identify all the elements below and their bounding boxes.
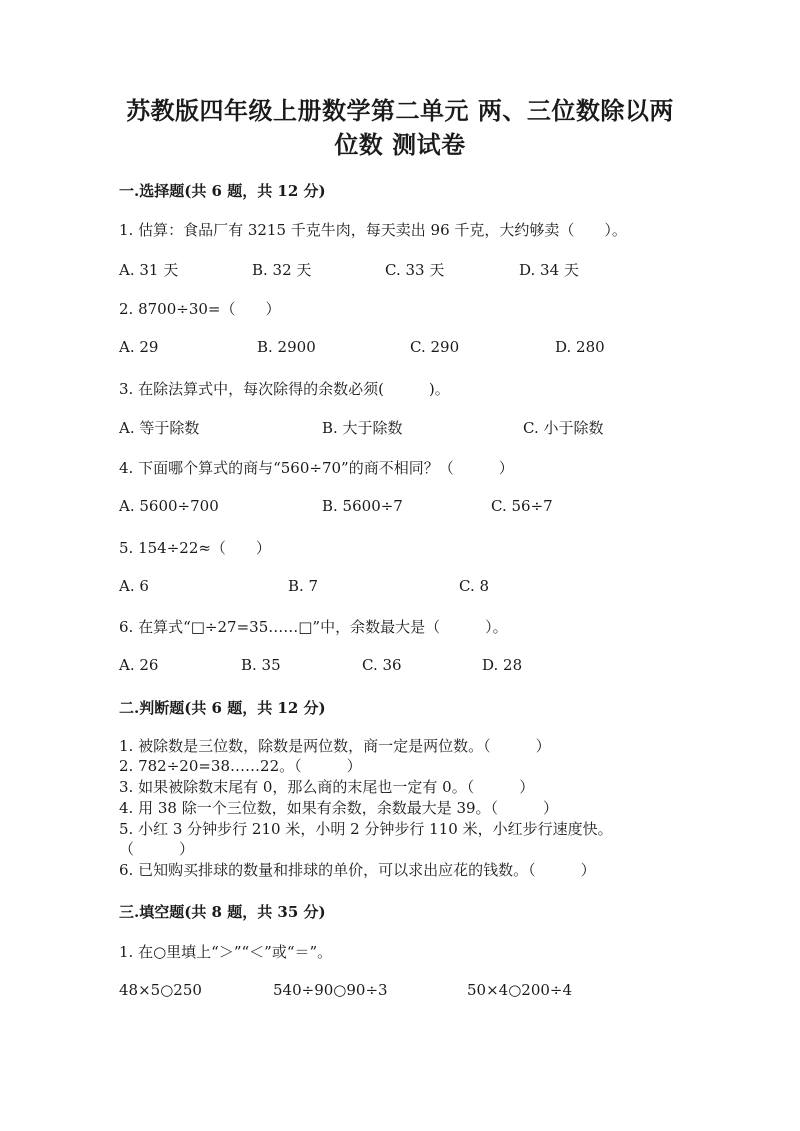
q4-option-b: B. 5600÷7 bbox=[322, 497, 403, 515]
judge-item-5-bracket: （ ） bbox=[119, 840, 195, 858]
q1-option-c: C. 33 天 bbox=[385, 261, 445, 279]
page-title bbox=[100, 94, 700, 162]
judge-item-3: 3. 如果被除数末尾有 0，那么商的末尾也一定有 0。（ ） bbox=[119, 778, 535, 796]
question-5: 5. 154÷22≈（ ） bbox=[119, 539, 271, 557]
section-heading-choice: 一.选择题(共 6 题，共 12 分) bbox=[119, 182, 326, 200]
judge-item-5: 5. 小红 3 分钟步行 210 米，小明 2 分钟步行 110 米，小红步行速度快。 bbox=[119, 820, 613, 838]
title-line-1: 苏教版四年级上册数学第二单元 两、三位数除以两 bbox=[126, 96, 674, 125]
fill-expr-1: 48×5○250 bbox=[119, 981, 202, 999]
q1-option-a: A. 31 天 bbox=[119, 261, 179, 279]
title-line-2: 位数 测试卷 bbox=[334, 130, 466, 159]
judge-item-2: 2. 782÷20=38……22。（ ） bbox=[119, 757, 362, 775]
q2-option-b: B. 2900 bbox=[257, 338, 316, 356]
q2-option-c: C. 290 bbox=[410, 338, 460, 356]
q5-option-a: A. 6 bbox=[119, 577, 149, 595]
fill-expr-3: 50×4○200÷4 bbox=[467, 981, 573, 999]
section-heading-judge: 二.判断题(共 6 题，共 12 分) bbox=[119, 699, 326, 717]
q4-option-c: C. 56÷7 bbox=[491, 497, 553, 515]
question-4: 4. 下面哪个算式的商与“560÷70”的商不相同？（ ） bbox=[119, 459, 514, 477]
q5-option-c: C. 8 bbox=[459, 577, 490, 595]
section-heading-fill: 三.填空题(共 8 题，共 35 分) bbox=[119, 903, 326, 921]
fill-question-1: 1. 在○里填上“＞”“＜”或“＝”。 bbox=[119, 943, 333, 961]
judge-item-1: 1. 被除数是三位数，除数是两位数，商一定是两位数。（ ） bbox=[119, 737, 551, 755]
q3-option-c: C. 小于除数 bbox=[523, 419, 604, 437]
q6-option-b: B. 35 bbox=[241, 656, 281, 674]
q1-option-b: B. 32 天 bbox=[252, 261, 312, 279]
judge-item-4: 4. 用 38 除一个三位数，如果有余数，余数最大是 39。（ ） bbox=[119, 799, 559, 817]
q4-option-a: A. 5600÷700 bbox=[119, 497, 219, 515]
q3-option-b: B. 大于除数 bbox=[322, 419, 403, 437]
q2-option-a: A. 29 bbox=[119, 338, 159, 356]
question-2: 2. 8700÷30=（ ） bbox=[119, 300, 281, 318]
q6-option-d: D. 28 bbox=[482, 656, 523, 674]
fill-expr-2: 540÷90○90÷3 bbox=[273, 981, 388, 999]
question-1: 1. 估算：食品厂有 3215 千克牛肉，每天卖出 96 千克，大约够卖（ ）。 bbox=[119, 221, 627, 239]
question-3: 3. 在除法算式中，每次除得的余数必须( )。 bbox=[119, 380, 450, 398]
q6-option-a: A. 26 bbox=[119, 656, 159, 674]
q2-option-d: D. 280 bbox=[555, 338, 605, 356]
judge-item-6: 6. 已知购买排球的数量和排球的单价，可以求出应花的钱数。（ ） bbox=[119, 861, 596, 879]
q5-option-b: B. 7 bbox=[288, 577, 319, 595]
q3-option-a: A. 等于除数 bbox=[119, 419, 200, 437]
q1-option-d: D. 34 天 bbox=[519, 261, 579, 279]
question-6: 6. 在算式“□÷27=35……□”中，余数最大是（ ）。 bbox=[119, 618, 508, 636]
q6-option-c: C. 36 bbox=[362, 656, 402, 674]
